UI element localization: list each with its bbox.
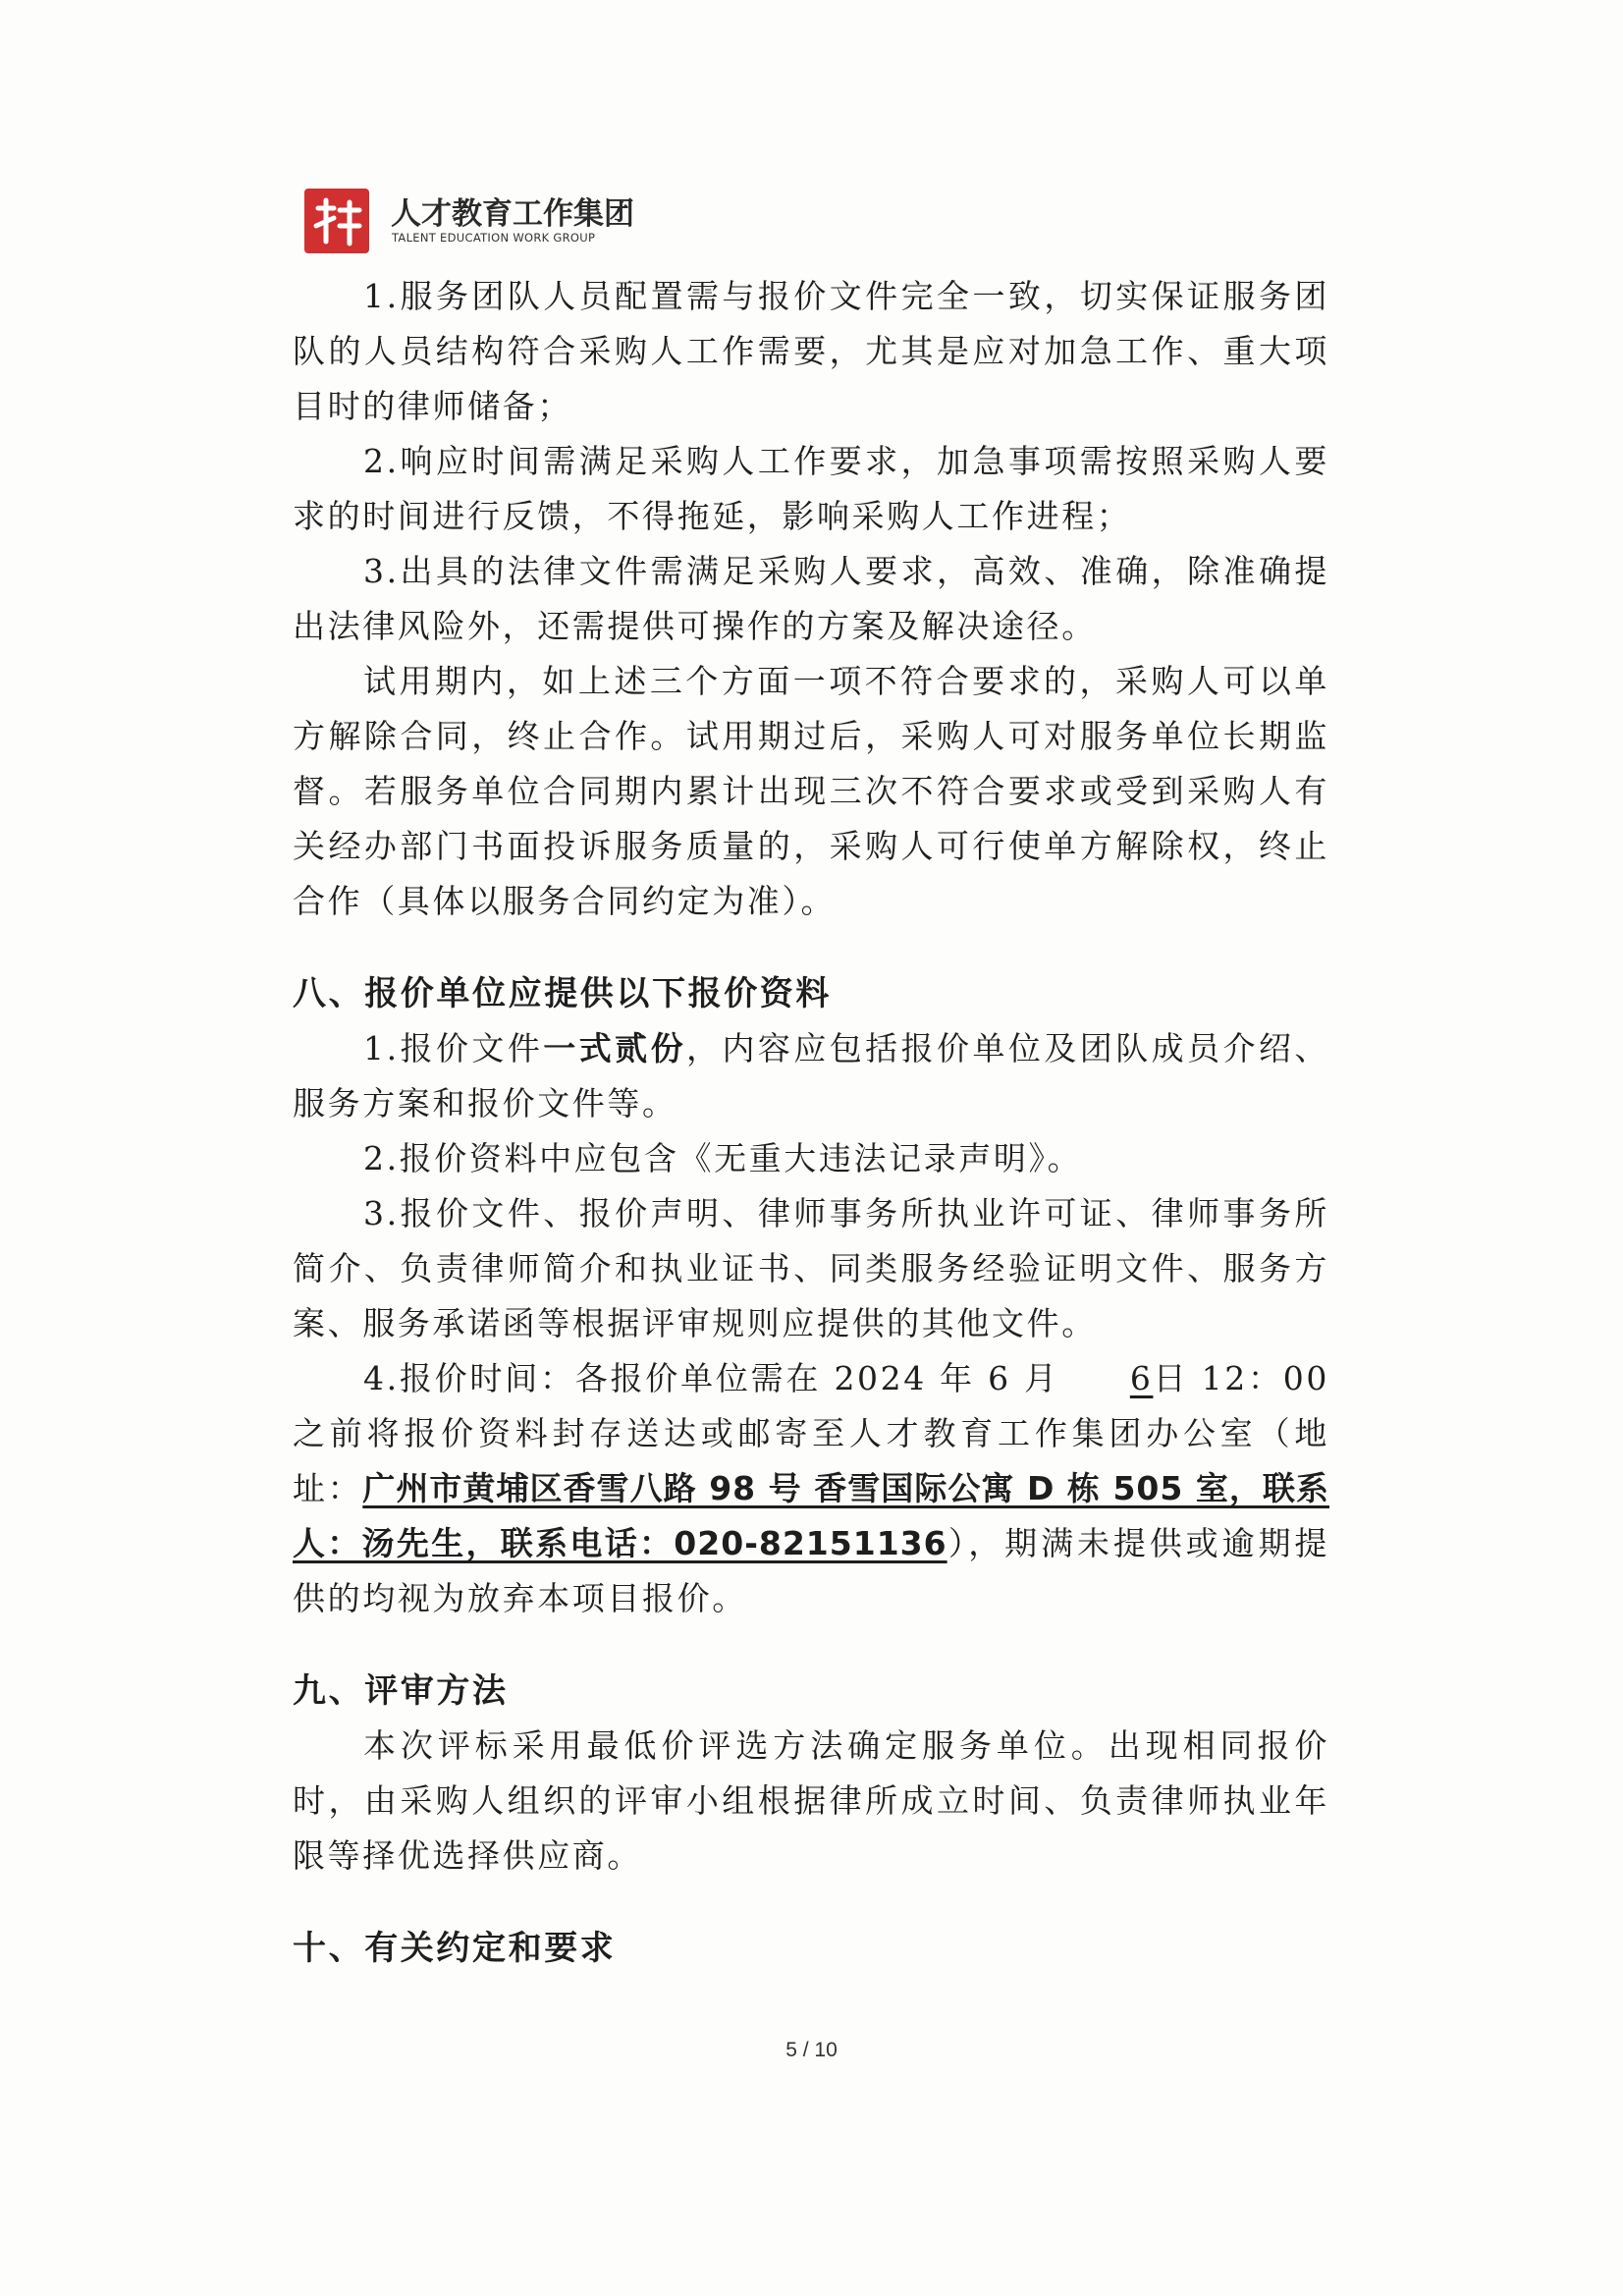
paragraph-legal-docs: 3.出具的法律文件需满足采购人要求，高效、准确，除准确提出法律风险外，还需提供可操作的方案及解决途径。	[293, 552, 1329, 645]
logo-english-name: TALENT EDUCATION WORK GROUP	[392, 231, 596, 245]
paragraph-probation: 试用期内，如上述三个方面一项不符合要求的，采购人可以单方解除合同，终止合作。试用期过后，采购人可对服务单位长期监督。若服务单位合同期内累计出现三次不符合要求或受到采购人有关经办部门书面投诉服务质量的，采购人可行使单方解除权，终止合作（具体以服务合同约定为准）。	[293, 662, 1329, 920]
item-1-bold-text: 一式贰份	[543, 1029, 687, 1067]
deadline-day: 6	[1129, 1359, 1154, 1397]
paragraph-staffing: 1.服务团队人员配置需与报价文件完全一致，切实保证服务团队的人员结构符合采购人工作需要，尤其是应对加急工作、重大项目时的律师储备；	[293, 277, 1329, 425]
section-9-heading: 九、评审方法	[293, 1671, 509, 1711]
section-10-heading: 十、有关约定和要求	[293, 1929, 617, 1968]
section-8-item-3: 3.报价文件、报价声明、律师事务所执业许可证、律师事务所简介、负责律师简介和执业证书、同类服务经验证明文件、服务方案、服务承诺函等根据评审规则应提供的其他文件。	[293, 1194, 1329, 1342]
section-9-text: 本次评标采用最低价评选方法确定服务单位。出现相同报价时，由采购人组织的评审小组根据律所成立时间、负责律师执业年限等择优选择供应商。	[293, 1726, 1329, 1875]
item-1-text-a: 1.报价文件	[363, 1029, 544, 1067]
page-number: 5 / 10	[785, 2039, 838, 2061]
item-4-text-c: ），期满未提供或逾期提供的均视为放弃本项目报价。	[293, 1524, 1329, 1617]
logo-chinese-name: 人才教育工作集团	[391, 196, 634, 232]
section-8-item-4	[293, 1351, 1329, 1626]
contact-address: 广州市黄埔区香雪八路 98 号 香雪国际公寓 D 栋 505 室，联系人：汤先生，联系电话：020-82151136	[293, 1469, 1329, 1562]
section-8-item-1	[293, 1021, 1329, 1131]
document-body	[293, 269, 1329, 1976]
item-1-text-b: ，内容应包括报价单位及团队成员介绍、服务方案和报价文件等。	[293, 1029, 1329, 1122]
company-logo	[304, 187, 697, 255]
company-logo-icon	[304, 189, 369, 253]
section-8-item-2: 2.报价资料中应包含《无重大违法记录声明》。	[363, 1139, 1083, 1177]
section-8-heading: 八、报价单位应提供以下报价资料	[293, 974, 832, 1013]
paragraph-response-time: 2.响应时间需满足采购人工作要求，加急事项需按照采购人要求的时间进行反馈，不得拖延，影响采购人工作进程；	[293, 442, 1329, 535]
item-4-text-a: 4.报价时间：各报价单位需在 2024 年 6 月	[363, 1359, 1059, 1397]
item-4-text-b: 日 12：00 之前将报价资料封存送达或邮寄至人才教育工作集团办公室（地址：	[293, 1359, 1329, 1507]
